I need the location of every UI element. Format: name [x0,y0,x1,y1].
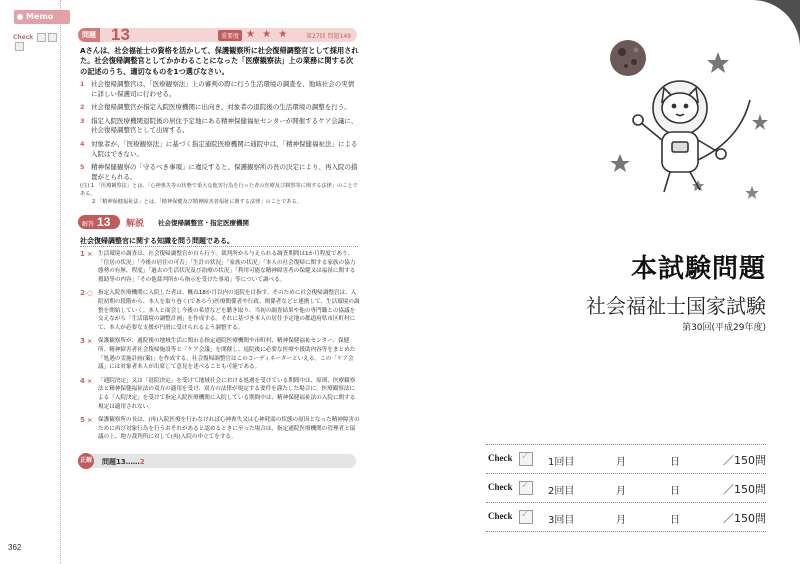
choice-text: 社会復帰調整官が指定入院医療機関に出向き、対象者の退院後の生活環境の調整を行う。 [91,103,351,112]
explanation-text: 保護観察所が、通院後の地域生活に関わる指定通院医療機関や市町村、精神保健福祉センター、保健所、精神障害者社会復帰施設等と「ケア会議」を開催し、退院後に必要な医療や援助内容等をまとめた「処遇の実施計画(案)」を作成する。社会復帰調整官はこのコーディネーターといえる。この「ケア会議」には対象者本人が出席して意見を述べることも可能である。 [98,338,356,371]
check-label: Check [488,511,513,521]
right-page [400,0,800,564]
astronaut-cat-illustration [600,30,780,200]
explanation-item [80,377,360,411]
explanation-item [80,289,360,332]
check-label: Check [488,453,513,463]
day-label: 日 [670,457,680,468]
answer-title: 社会復帰調整官・指定医療機関 [158,219,249,227]
choice-item [80,103,360,113]
answer-badge-label: 解答 [82,221,95,228]
choice-item [80,80,360,99]
question-header [78,25,357,44]
choice-item [80,117,360,136]
divider [80,246,358,247]
explanation-text: 保護観察所の長は、(再)入院医療を行わなければ心神喪失又は心神耗弱の状態の原因となった精神障害のために再び対象行為を行うおそれがあると認めるときに至った場合は、指定通院医療機関の管理者と協議の上、地方裁判所に対して(再)入院の申立てをする。 [98,417,360,441]
explanation-number: 2 [80,289,85,298]
cat-astronaut-icon [633,81,750,192]
answer-summary [102,457,145,467]
memo-column [0,0,61,564]
memo-tab-label: Memo [26,12,54,21]
correct-answer-icon: 正解 [78,453,94,469]
note-line: 2 「精神保健福祉法」とは、「精神保健及び精神障害者福祉に関する法律」のことである。 [92,199,302,205]
cross-mark-icon: × [87,250,93,258]
explanation-number: 4 [80,376,85,385]
explanation-number: 5 [80,416,85,425]
answer-value: 2 [139,458,145,466]
difficulty-stars-icon: ★ ★ ★ [246,29,290,40]
choice-number: 1 [80,80,85,88]
explanation-text: 指定入院医療機関に入院した者は、概ね18か月以内の退院を目指す。そのために社会復帰調整官は、入院初期の段階から、本人を取り巻く(であろう)医療関係者や行政、関係者などと連携して、生活環境の調整を開始していく。本人と面会し今後の希望などを聴き取り、当初の調査結果や他の専門職との協議を交えながら「生活環境の調整計画」を作成する。それに基づき本人の居住予定地の都道府県市区町村にて、本人が必要な支援が円滑に受けられるよう調整する。 [98,290,360,331]
score-label: ／150問 [723,483,766,496]
month-label: 月 [616,515,626,526]
choice-text: 社会復帰調整官は、「医療観察法」上の審判の際に行う生活環境の調査を、地域社会の実情に詳しい保護司に行わせる。 [91,80,355,98]
check-table [486,444,766,532]
question-label: 問題 [78,28,100,42]
day-label: 日 [670,486,680,497]
choice-number: 4 [80,139,85,148]
check-label: Check [488,482,513,492]
explanation-item [80,250,360,284]
check-box-1[interactable] [37,33,46,42]
planet-icon [610,40,646,76]
check-row [486,444,766,474]
choice-text: 精神保健観察の「守るべき事項」に違反すると、保護観察所の長の決定により、再入院の措置がとられる。 [91,163,358,181]
month-label: 月 [616,486,626,497]
difficulty-label: 重要度 [218,30,242,41]
day-label: 日 [670,515,680,526]
check-small-label: Check [13,34,34,41]
memo-tab [14,10,70,24]
answer-lead: 社会復帰調整官に関する知識を問う問題である。 [80,237,234,245]
choice-item [80,163,360,182]
exam-name: 社会福祉士国家試験 [586,294,766,318]
score-label: ／150問 [723,454,766,467]
explanation-number: 1 [80,250,85,258]
star-icon [610,154,630,172]
question-number: 13 [111,25,130,44]
cross-mark-icon: × [87,337,93,346]
round-label: 1回目 [548,457,575,468]
check-box-2[interactable] [48,33,57,42]
check-box-3[interactable] [15,42,24,51]
page-title: 本試験問題 [630,254,766,284]
cross-mark-icon: × [87,376,93,385]
question-reference: 第27回 問題149 [306,33,351,40]
cross-mark-icon: × [87,416,93,425]
explanation-item [80,416,360,442]
choice-number: 3 [80,116,85,125]
choice-text: 指定入院医療機関退院後の居住予定地にある精神保健福祉センターが開催するケア会議に、社会復帰調整官として出席する。 [91,116,358,135]
checkbox[interactable] [519,510,533,524]
checkbox[interactable] [519,452,533,466]
score-label: ／150問 [723,512,766,525]
circle-mark-icon: ○ [87,289,93,298]
choice-number: 5 [80,163,85,172]
explanation-list [80,250,360,447]
memo-dot-icon [17,14,23,20]
answer-bar [78,454,356,468]
choice-item [80,140,360,159]
choice-text: 対象者が、「医療観察法」に基づく指定通院医療機関に通院中は、「精神保健福祉法」による入院はできない。 [91,139,358,158]
explanation-item [80,337,360,371]
star-icon [745,186,759,199]
page-number: 362 [8,543,22,552]
choice-list [80,80,360,186]
check-boxes-small [13,33,60,51]
star-icon [752,114,768,130]
exam-session: 第30回(平成29年度) [682,323,766,333]
question-text: Aさんは、社会福祉士の資格を活かして、保護観察所に社会復帰調整官として採用された。社会復帰調整官としてかかわることになった「医療観察法」上の業務に関する次の記述のうち、適切なものを1つ選びなさい。 [80,46,359,76]
answer-summary-text: 問題13…… [102,458,140,466]
month-label: 月 [616,457,626,468]
explanation-number: 3 [80,337,85,346]
explanation-text: 「通院決定」又は「退院決定」を受けて地域社会における処遇を受けている期間中は、原則、医療観察法と精神保健福祉法の双方の適用を受け、双方の法律が規定する要件を満たした場合に、医療観察法による「入院決定」を受けて指定入院医療機関に入院している期間中は、精神保健福祉法の入院に関する規定は適用されない。 [98,377,356,410]
check-row [486,503,766,532]
answer-badge [78,215,120,229]
question-notes [80,182,360,206]
star-icon [707,52,729,73]
note-line: (注) 1 「医療観察法」とは、「心神喪失等の状態で重大な他害行為を行った者の医療及び観察等に関する法律」のことである。 [80,183,358,197]
check-row [486,474,766,503]
choice-number: 2 [80,103,85,112]
explanation-text: 生活環境の調査は、社会復帰調整官が自ら行う。裁判所から与えられる調査期間は1か月程度であり、「住居の状況」「今後の居住の可否」「生計の状況」「家族の状況」「本人の社会復帰に関する家族の協力態勢の有無、程度」「過去の生活状況及び治療の状況」「利用可能な精神障害者の保健又は福祉に関する援助等の内容」「その他裁判所から指示を受けた事項」等について調べる。 [98,251,356,283]
answer-header [78,216,357,228]
answer-badge-number: 13 [97,215,111,229]
kaisetsu-label: 解説 [126,219,145,229]
round-label: 2回目 [548,486,575,497]
round-label: 3回目 [548,515,575,526]
checkbox[interactable] [519,481,533,495]
